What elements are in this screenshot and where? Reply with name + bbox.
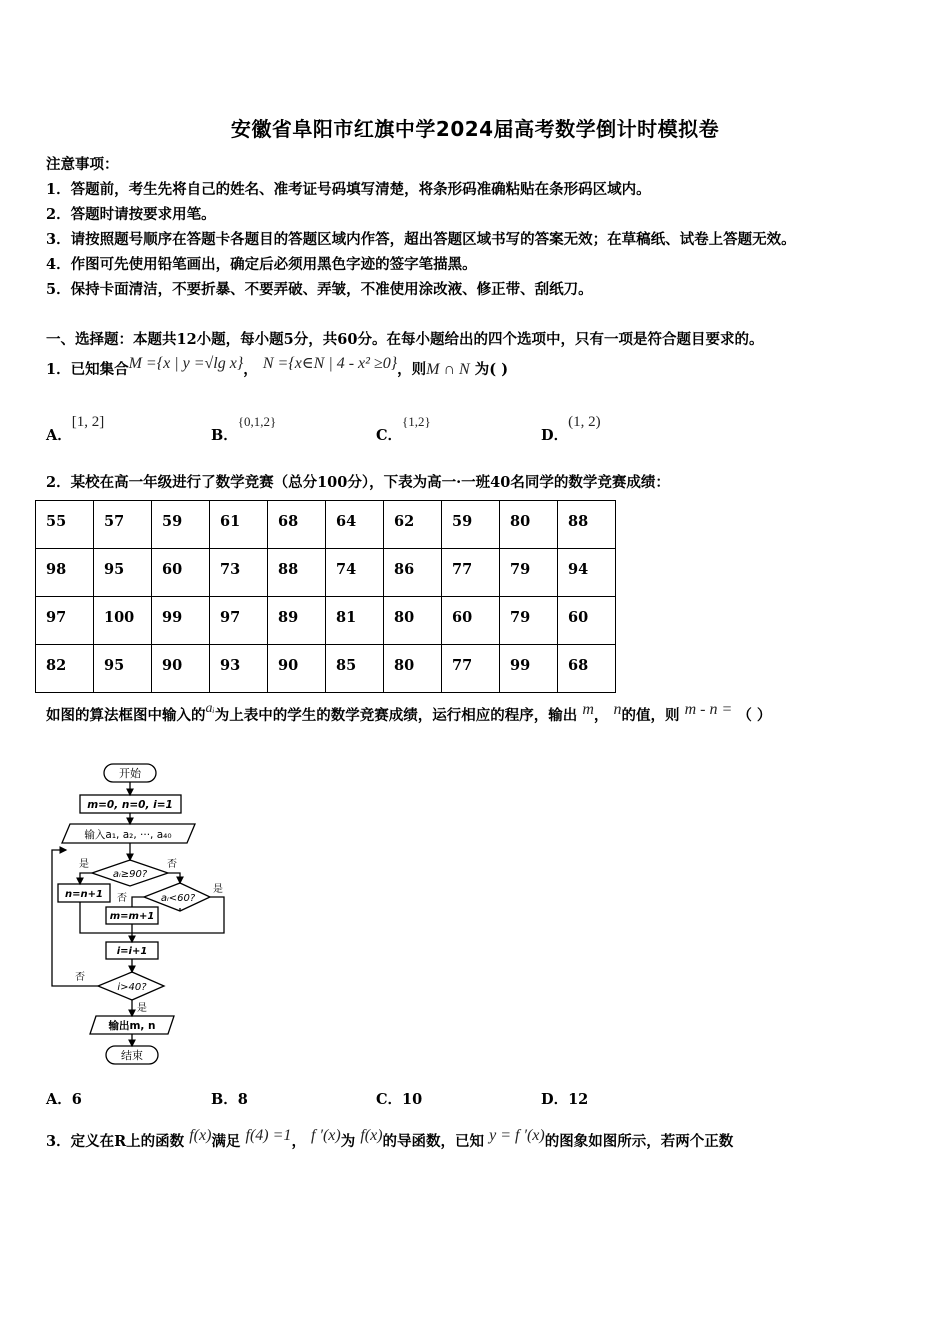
table-row bbox=[36, 597, 616, 645]
option-label: A． bbox=[46, 427, 72, 444]
q2-var-a: aᵢ bbox=[205, 701, 215, 716]
flow-no-1: 否 bbox=[167, 859, 177, 870]
q1-expr: M ∩ N bbox=[426, 361, 470, 378]
flow-output-text: 输出m, n bbox=[108, 1020, 156, 1032]
option-label: B． bbox=[211, 1091, 238, 1108]
option-label: D． bbox=[541, 427, 569, 444]
q3-yfp: y = f ′(x) bbox=[489, 1127, 545, 1144]
question-2-followup bbox=[46, 701, 772, 725]
table-cell: 95 bbox=[94, 549, 152, 597]
q1-option-b[interactable] bbox=[211, 410, 277, 444]
table-cell: 94 bbox=[558, 549, 616, 597]
option-value: {1,2} bbox=[402, 414, 431, 429]
flow-n-inc-text: n=n+1 bbox=[65, 889, 103, 900]
q3-t4: 的导函数，已知 bbox=[382, 1133, 485, 1150]
q3-fx: f(x) bbox=[189, 1127, 212, 1144]
notice-heading: 注意事项： bbox=[46, 156, 119, 173]
table-cell: 80 bbox=[384, 597, 442, 645]
table-cell: 88 bbox=[268, 549, 326, 597]
option-label: D． bbox=[541, 1091, 569, 1108]
table-cell: 74 bbox=[326, 549, 384, 597]
option-value: (1, 2) bbox=[568, 414, 601, 430]
flow-end-text: 结束 bbox=[121, 1049, 143, 1062]
q3-t2: ， bbox=[291, 1133, 306, 1150]
flow-cond3-text: i>40? bbox=[117, 982, 147, 993]
q2-option-b[interactable] bbox=[211, 1088, 248, 1109]
table-cell: 60 bbox=[442, 597, 500, 645]
table-cell: 80 bbox=[384, 645, 442, 693]
table-row bbox=[36, 549, 616, 597]
flow-cond2-text: aᵢ<60? bbox=[160, 893, 196, 904]
flow-cond1-text: aᵢ≥90? bbox=[112, 869, 148, 880]
notice-item: 2．答题时请按要求用笔。 bbox=[46, 206, 216, 223]
table-cell: 68 bbox=[558, 645, 616, 693]
option-label: A． bbox=[46, 1091, 72, 1108]
q2-var-m: m bbox=[582, 701, 594, 718]
section-heading: 一、选择题：本题共12小题，每小题5分，共60分。在每小题给出的四个选项中，只有一项是符合题目要求的。 bbox=[46, 331, 764, 348]
score-table bbox=[35, 500, 616, 693]
table-row bbox=[36, 645, 616, 693]
q1-set-n: N ={x∈N | 4 - x² ≥0} bbox=[262, 355, 398, 372]
table-cell: 59 bbox=[442, 501, 500, 549]
table-cell: 73 bbox=[210, 549, 268, 597]
table-cell: 90 bbox=[268, 645, 326, 693]
page-title: 安徽省阜阳市红旗中学2024届高考数学倒计时模拟卷 bbox=[230, 117, 720, 141]
table-cell: 88 bbox=[558, 501, 616, 549]
q3-t5: 的图象如图所示，若两个正数 bbox=[544, 1133, 734, 1150]
table-cell: 55 bbox=[36, 501, 94, 549]
q3-fpx: f ′(x) bbox=[311, 1127, 341, 1144]
flow-yes-3: 是 bbox=[137, 1003, 147, 1014]
q1-suffix: 为( ) bbox=[474, 361, 509, 378]
q2-option-c[interactable] bbox=[376, 1088, 422, 1109]
table-cell: 98 bbox=[36, 549, 94, 597]
flow-no-3: 否 bbox=[75, 972, 85, 983]
table-cell: 60 bbox=[152, 549, 210, 597]
q1-mid: ，则 bbox=[397, 361, 427, 378]
flow-start-text: 开始 bbox=[119, 767, 141, 780]
table-cell: 64 bbox=[326, 501, 384, 549]
notice-item: 5．保持卡面清洁，不要折暴、不要弄破、弄皱，不准使用涂改液、修正带、刮纸刀。 bbox=[46, 281, 593, 298]
table-cell: 57 bbox=[94, 501, 152, 549]
question-3-stem bbox=[46, 1127, 734, 1151]
flow-yes-2: 是 bbox=[213, 884, 223, 895]
notice-item: 3．请按照题号顺序在答题卡各题目的答题区域内作答，超出答题区域书写的答案无效；在草稿纸、试卷上答题无效。 bbox=[46, 231, 796, 248]
option-value: [1, 2] bbox=[71, 414, 105, 430]
q2-paren: （ ） bbox=[737, 707, 772, 724]
q3-fx2: f(x) bbox=[360, 1127, 383, 1144]
table-cell: 82 bbox=[36, 645, 94, 693]
q2-text-a: 如图的算法框图中输入的 bbox=[46, 707, 206, 724]
q2-option-d[interactable] bbox=[541, 1088, 588, 1109]
algorithm-flowchart bbox=[40, 758, 240, 1070]
table-cell: 62 bbox=[384, 501, 442, 549]
q2-comma: ， bbox=[593, 707, 609, 724]
flow-no-2: 否 bbox=[117, 893, 127, 904]
flow-yes-1: 是 bbox=[79, 859, 89, 870]
flow-m-inc-text: m=m+1 bbox=[109, 911, 155, 922]
table-cell: 85 bbox=[326, 645, 384, 693]
option-label: B． bbox=[211, 427, 238, 444]
q3-t3: 为 bbox=[340, 1133, 356, 1150]
flow-i-inc-text: i=i+1 bbox=[116, 946, 148, 957]
q2-expr: m - n = bbox=[684, 701, 733, 718]
q1-sep: ， bbox=[243, 361, 258, 378]
question-2-stem: 2．某校在高一年级进行了数学竞赛（总分100分），下表为高一·一班40名同学的数学竞赛成绩： bbox=[46, 474, 670, 491]
table-cell: 60 bbox=[558, 597, 616, 645]
option-value: 6 bbox=[71, 1091, 82, 1108]
table-cell: 99 bbox=[500, 645, 558, 693]
option-label: C． bbox=[376, 1091, 403, 1108]
q1-set-m: M ={x | y =√lg x} bbox=[128, 355, 244, 372]
q3-prefix: 3．定义在R上的函数 bbox=[46, 1133, 185, 1150]
table-cell: 77 bbox=[442, 549, 500, 597]
flow-init-text: m=0, n=0, i=1 bbox=[87, 799, 173, 811]
table-cell: 68 bbox=[268, 501, 326, 549]
q2-option-a[interactable] bbox=[46, 1088, 82, 1109]
q1-prefix: 1．已知集合 bbox=[46, 361, 129, 378]
table-cell: 81 bbox=[326, 597, 384, 645]
table-cell: 79 bbox=[500, 549, 558, 597]
table-cell: 80 bbox=[500, 501, 558, 549]
q1-option-a[interactable] bbox=[46, 410, 105, 444]
q2-text-b: 为上表中的学生的数学竞赛成绩，运行相应的程序，输出 bbox=[214, 707, 578, 724]
q2-text-c: 的值，则 bbox=[621, 707, 680, 724]
option-value: 10 bbox=[402, 1091, 423, 1108]
q1-option-c[interactable] bbox=[376, 410, 431, 444]
table-cell: 77 bbox=[442, 645, 500, 693]
table-cell: 61 bbox=[210, 501, 268, 549]
q1-option-d[interactable] bbox=[541, 410, 601, 444]
notice-item: 4．作图可先使用铅笔画出，确定后必须用黑色字迹的签字笔描黑。 bbox=[46, 256, 477, 273]
table-cell: 89 bbox=[268, 597, 326, 645]
q2-var-n: n bbox=[613, 701, 622, 718]
option-value: 12 bbox=[568, 1091, 589, 1108]
table-cell: 86 bbox=[384, 549, 442, 597]
option-label: C． bbox=[376, 427, 403, 444]
q3-f4: f(4) =1 bbox=[245, 1127, 292, 1144]
table-cell: 100 bbox=[94, 597, 152, 645]
table-cell: 95 bbox=[94, 645, 152, 693]
notice-item: 1．答题前，考生先将自己的姓名、准考证号码填写清楚，将条形码准确粘贴在条形码区域内。 bbox=[46, 181, 651, 198]
option-value: {0,1,2} bbox=[237, 414, 277, 429]
table-cell: 99 bbox=[152, 597, 210, 645]
table-cell: 93 bbox=[210, 645, 268, 693]
flow-input-text: 输入a₁, a₂, ···, a₄₀ bbox=[84, 829, 172, 841]
table-cell: 79 bbox=[500, 597, 558, 645]
table-row bbox=[36, 501, 616, 549]
option-value: 8 bbox=[237, 1091, 248, 1108]
question-1-stem bbox=[46, 355, 509, 379]
q3-t1: 满足 bbox=[211, 1133, 241, 1150]
table-cell: 97 bbox=[210, 597, 268, 645]
table-cell: 97 bbox=[36, 597, 94, 645]
table-cell: 59 bbox=[152, 501, 210, 549]
table-cell: 90 bbox=[152, 645, 210, 693]
